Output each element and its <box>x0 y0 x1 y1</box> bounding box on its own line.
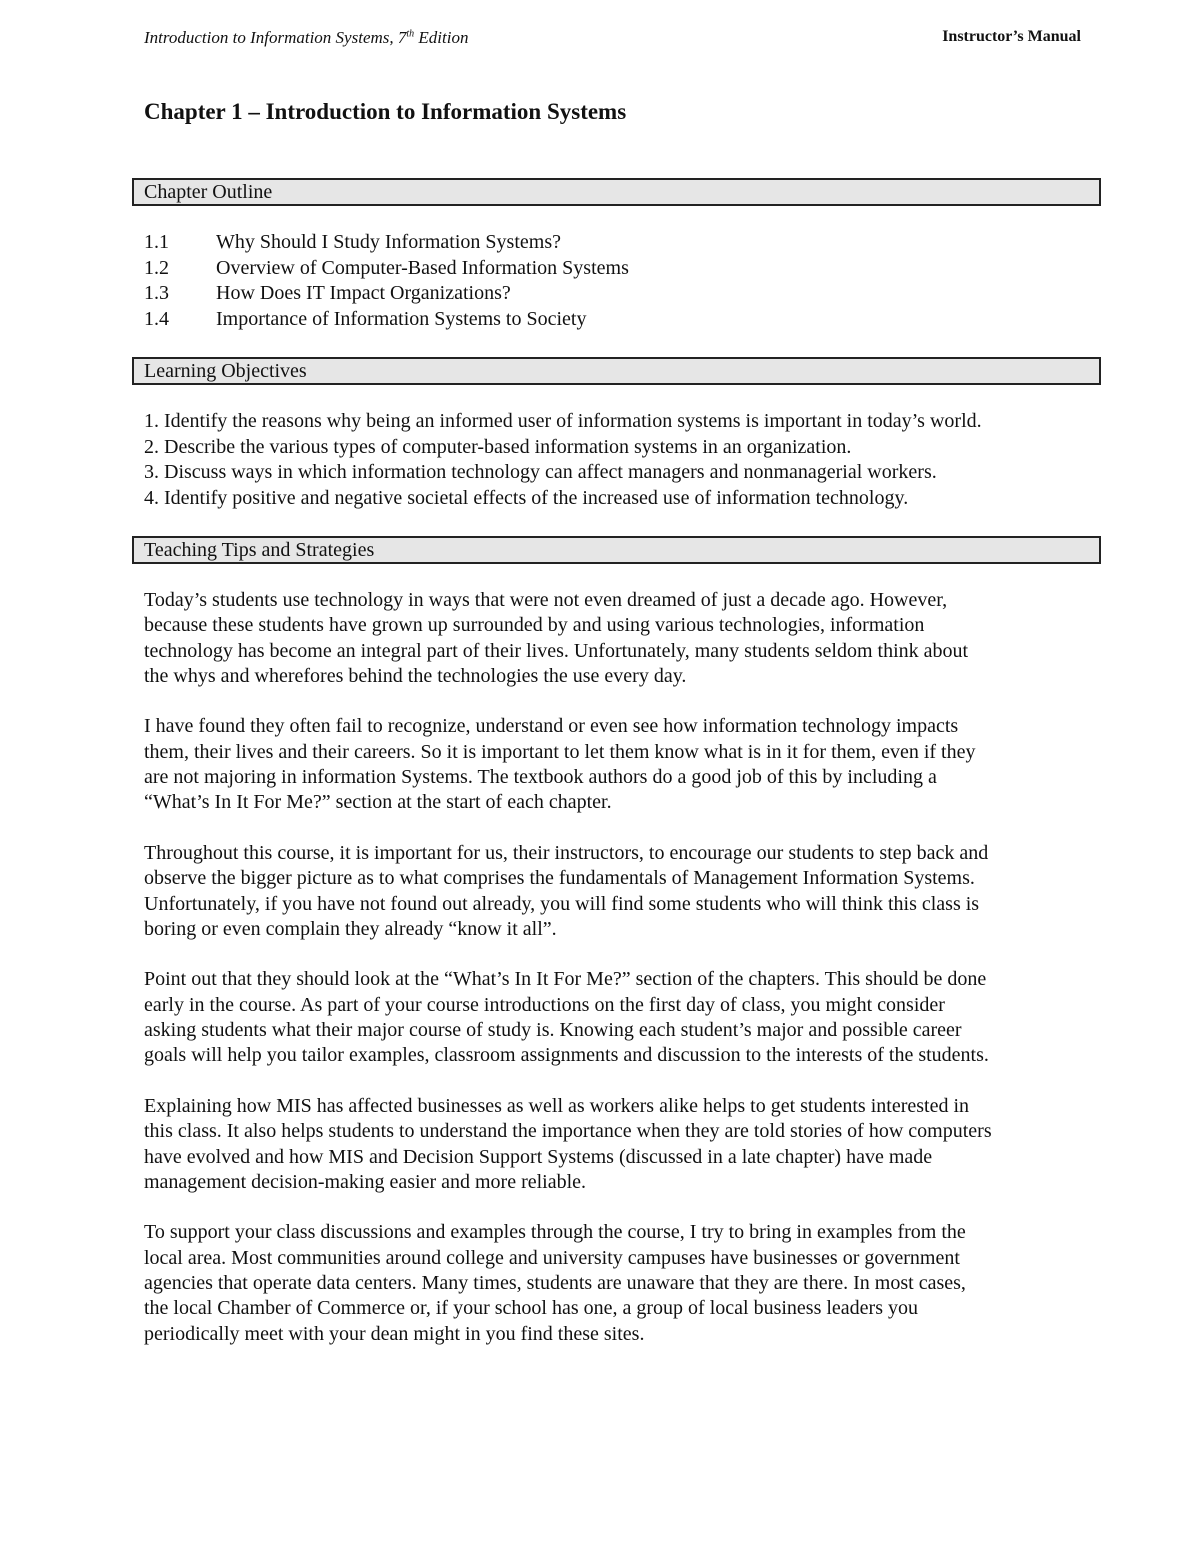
outline-item <box>144 256 629 282</box>
text-line: To support your class discussions and examples through the course, I try to bring in examples from the <box>144 1221 966 1244</box>
text-line: boring or even complain they already “know it all”. <box>144 917 557 940</box>
text-line: the whys and wherefores behind the technologies the use every day. <box>144 664 687 687</box>
paragraph <box>144 1220 1084 1346</box>
paragraph <box>144 1094 1084 1195</box>
outline-item <box>144 281 629 307</box>
text-line: agencies that operate data centers. Many times, students are unaware that they are there. In most cases, <box>144 1272 966 1295</box>
paragraph <box>144 714 1084 815</box>
manual-label: Instructor’s Manual <box>942 28 1081 45</box>
text-line: technology has become an integral part of their lives. Unfortunately, many students seldom think about <box>144 639 969 662</box>
text-line: them, their lives and their careers. So it is important to let them know what is in it for them, even if they <box>144 740 976 763</box>
text-line: the local Chamber of Commerce or, if your school has one, a group of local business leaders you <box>144 1297 918 1320</box>
text-line: I have found they often fail to recognize, understand or even see how information technology impacts <box>144 715 959 738</box>
objective-item: 1. Identify the reasons why being an informed user of information systems is important in today’s world. <box>144 410 982 432</box>
text-line: Unfortunately, if you have not found out already, you will find some students who will think this class is <box>144 892 980 915</box>
outline-item <box>144 230 629 256</box>
outline-text: How Does IT Impact Organizations? <box>216 282 511 304</box>
outline-text: Why Should I Study Information Systems? <box>216 231 561 253</box>
text-line: are not majoring in information Systems. The textbook authors do a good job of this by including a <box>144 766 937 789</box>
text-line: Explaining how MIS has affected businesses as well as workers alike helps to get students interested in <box>144 1094 970 1117</box>
objective-item: 3. Discuss ways in which information technology can affect managers and nonmanagerial workers. <box>144 461 937 483</box>
paragraph <box>144 588 1084 689</box>
text-line: local area. Most communities around college and university campuses have businesses or government <box>144 1246 960 1269</box>
paragraph <box>144 841 1084 942</box>
section-heading-teaching: Teaching Tips and Strategies <box>132 536 1101 564</box>
section-heading-objectives: Learning Objectives <box>132 357 1101 385</box>
learning-objectives-list <box>144 409 982 511</box>
outline-number: 1.4 <box>144 307 169 330</box>
objective-item: 4. Identify positive and negative societal effects of the increased use of information technology. <box>144 486 909 509</box>
running-header <box>144 28 1081 52</box>
chapter-outline-list <box>144 230 629 332</box>
text-line: Today’s students use technology in ways that were not even dreamed of just a decade ago. However, <box>144 589 948 611</box>
text-line: have evolved and how MIS and Decision Support Systems (discussed in a late chapter) have made <box>144 1145 933 1168</box>
paragraph <box>144 967 1084 1068</box>
text-line: early in the course. As part of your course introductions on the first day of class, you might consider <box>144 993 945 1016</box>
text-line: Throughout this course, it is important for us, their instructors, to encourage our students to step back and <box>144 841 989 864</box>
objective-item: 2. Describe the various types of computer-based information systems in an organization. <box>144 435 852 458</box>
text-line: Point out that they should look at the “What’s In It For Me?” section of the chapters. This should be done <box>144 968 987 991</box>
outline-number: 1.1 <box>144 231 169 253</box>
outline-text: Importance of Information Systems to Society <box>216 307 587 330</box>
text-line: asking students what their major course of study is. Knowing each student’s major and possible career <box>144 1019 962 1042</box>
text-line: goals will help you tailor examples, classroom assignments and discussion to the interests of the students. <box>144 1044 989 1067</box>
text-line: management decision-making easier and more reliable. <box>144 1170 587 1193</box>
text-line: observe the bigger picture as to what comprises the fundamentals of Management Information Systems. <box>144 867 975 890</box>
chapter-title: Chapter 1 – Introduction to Information Systems <box>144 99 627 124</box>
teaching-tips-body <box>144 588 1084 1372</box>
outline-number: 1.2 <box>144 256 169 279</box>
text-line: periodically meet with your dean might in you find these sites. <box>144 1322 645 1345</box>
book-title: Introduction to Information Systems, 7th Edition <box>144 28 469 47</box>
section-heading-outline: Chapter Outline <box>132 178 1101 206</box>
outline-text: Overview of Computer-Based Information Systems <box>216 256 629 279</box>
outline-item <box>144 307 629 333</box>
text-line: because these students have grown up surrounded by and using various technologies, information <box>144 614 925 637</box>
text-line: this class. It also helps students to understand the importance when they are told stories of how computers <box>144 1120 992 1143</box>
outline-number: 1.3 <box>144 282 169 304</box>
text-line: “What’s In It For Me?” section at the start of each chapter. <box>144 791 612 814</box>
